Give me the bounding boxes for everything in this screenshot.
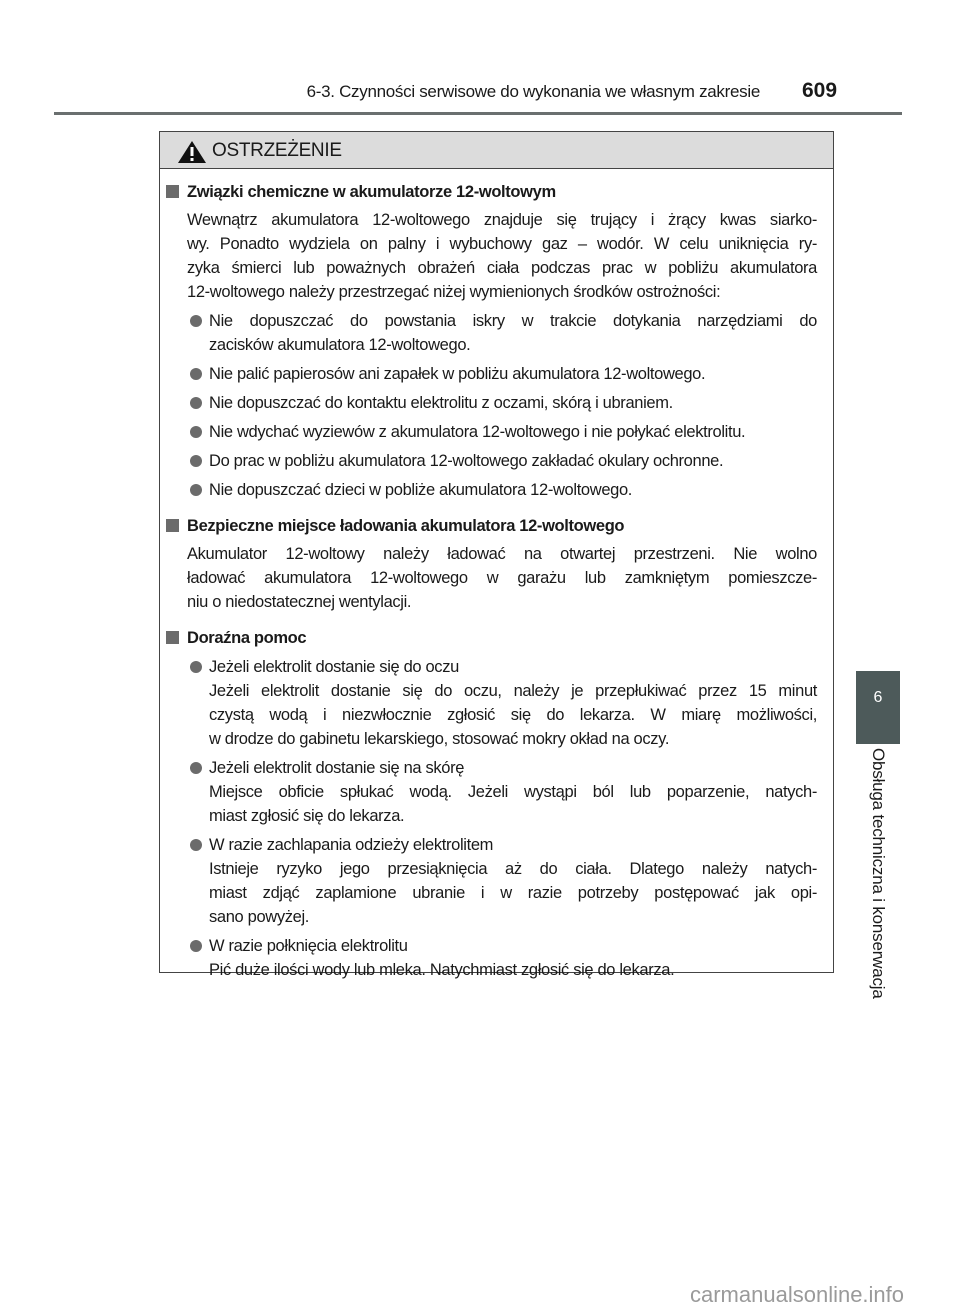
bullet-dot-icon (190, 315, 202, 327)
bullet-line: zacisków akumulatora 12-woltowego. (209, 336, 471, 354)
warning-header (160, 132, 833, 169)
warning-triangle-icon (177, 140, 207, 164)
paragraph (160, 542, 817, 614)
bullet-item (160, 449, 817, 473)
paragraph (160, 208, 817, 304)
section-heading (160, 180, 833, 204)
bullet-dot-icon (190, 426, 202, 438)
section-heading-text: Doraźna pomoc (187, 629, 307, 647)
bullet-item (160, 309, 817, 357)
bullet-line: Nie dopuszczać do kontaktu elektrolitu z oczami, skórą i ubraniem. (209, 394, 673, 412)
bullet-dot-icon (190, 397, 202, 409)
bullet-dot-icon (190, 762, 202, 774)
section-header: 6-3. Czynności serwisowe do wykonania we własnym zakresie (306, 82, 760, 101)
warning-box (159, 131, 834, 979)
bullet-line: miast zdjąć zaplamione ubranie i w razie potrzeby postępować jak opi- (209, 884, 817, 902)
bullet-item (160, 833, 817, 929)
bullet-item (160, 934, 817, 982)
warning-content (160, 168, 833, 982)
bullet-item (160, 391, 817, 415)
bullet-line: Nie palić papierosów ani zapałek w pobliżu akumulatora 12-woltowego. (209, 365, 706, 383)
paragraph-line: Akumulator 12-woltowy należy ładować na otwartej przestrzeni. Nie wolno (187, 545, 817, 563)
bullet-dot-icon (190, 484, 202, 496)
bullet-line: Pić duże ilości wody lub mleka. Natychmiast zgłosić się do lekarza. (209, 961, 675, 979)
section-heading-text: Bezpieczne miejsce ładowania akumulatora 12-woltowego (187, 517, 625, 535)
bullet-item (160, 655, 817, 751)
paragraph-line: zyka śmierci lub poważnych obrażeń ciała podczas prac w pobliżu akumulatora (187, 259, 817, 277)
paragraph-line: wy. Ponadto wydziela on palny i wybuchowy gaz – wodór. W celu uniknięcia ry- (187, 235, 817, 253)
bullet-dot-icon (190, 661, 202, 673)
bullet-line: Nie dopuszczać do powstania iskry w trakcie dotykania narzędziami do (209, 312, 817, 330)
bullet-line: W razie połknięcia elektrolitu (209, 937, 408, 955)
watermark: carmanualsonline.info (690, 1282, 905, 1307)
bullet-line: sano powyżej. (209, 908, 310, 926)
bullet-item (160, 478, 817, 502)
page-number: 609 (802, 79, 838, 102)
paragraph-line: 12-woltowego należy przestrzegać niżej wymienionych środków ostrożności: (187, 283, 721, 301)
section-heading (160, 626, 833, 650)
paragraph-line: Wewnątrz akumulatora 12-woltowego znajduje się trujący i żrący kwas siarko- (187, 211, 817, 229)
paragraph-line: ładować akumulatora 12-woltowego w garażu lub zamkniętym pomieszcze- (187, 569, 817, 587)
bullet-item (160, 756, 817, 828)
bullet-line: miast zgłosić się do lekarza. (209, 807, 405, 825)
bullet-line: Istnieje ryzyko jego przesiąknięcia aż do ciała. Dlatego należy natych- (209, 860, 817, 878)
square-bullet-icon (166, 519, 179, 532)
bullet-dot-icon (190, 940, 202, 952)
section-heading (160, 514, 833, 538)
section-heading-text: Związki chemiczne w akumulatorze 12-woltowym (187, 183, 556, 201)
bullet-item (160, 362, 817, 386)
warning-title: OSTRZEŻENIE (212, 140, 342, 161)
bullet-line: W razie zachlapania odzieży elektrolitem (209, 836, 494, 854)
chapter-tab[interactable] (856, 671, 900, 744)
bullet-line: Jeżeli elektrolit dostanie się do oczu, należy je przepłukiwać przez 15 minut (209, 682, 817, 700)
bullet-line: czystą wodą i niezwłocznie zgłosić się do lekarza. W miarę możliwości, (209, 706, 817, 724)
chapter-number: 6 (873, 689, 883, 706)
bullet-line: Nie wdychać wyziewów z akumulatora 12-woltowego i nie połykać elektrolitu. (209, 423, 746, 441)
bullet-line: Do prac w pobliżu akumulatora 12-woltowego zakładać okulary ochronne. (209, 452, 724, 470)
square-bullet-icon (166, 631, 179, 644)
bullet-dot-icon (190, 455, 202, 467)
square-bullet-icon (166, 185, 179, 198)
chapter-label: Obsługa techniczna i konserwacja (869, 748, 888, 999)
bullet-line: Jeżeli elektrolit dostanie się na skórę (209, 759, 465, 777)
bullet-line: Miejsce obficie spłukać wodą. Jeżeli wystąpi ból lub poparzenie, natych- (209, 783, 817, 801)
bullet-dot-icon (190, 368, 202, 380)
bullet-line: Nie dopuszczać dzieci w pobliże akumulatora 12-woltowego. (209, 481, 633, 499)
bullet-line: w drodze do gabinetu lekarskiego, stosować mokry okład na oczy. (209, 730, 670, 748)
paragraph-line: niu o niedostatecznej wentylacji. (187, 593, 412, 611)
bullet-item (160, 420, 817, 444)
bullet-dot-icon (190, 839, 202, 851)
header-rule (54, 112, 902, 115)
bullet-line: Jeżeli elektrolit dostanie się do oczu (209, 658, 459, 676)
